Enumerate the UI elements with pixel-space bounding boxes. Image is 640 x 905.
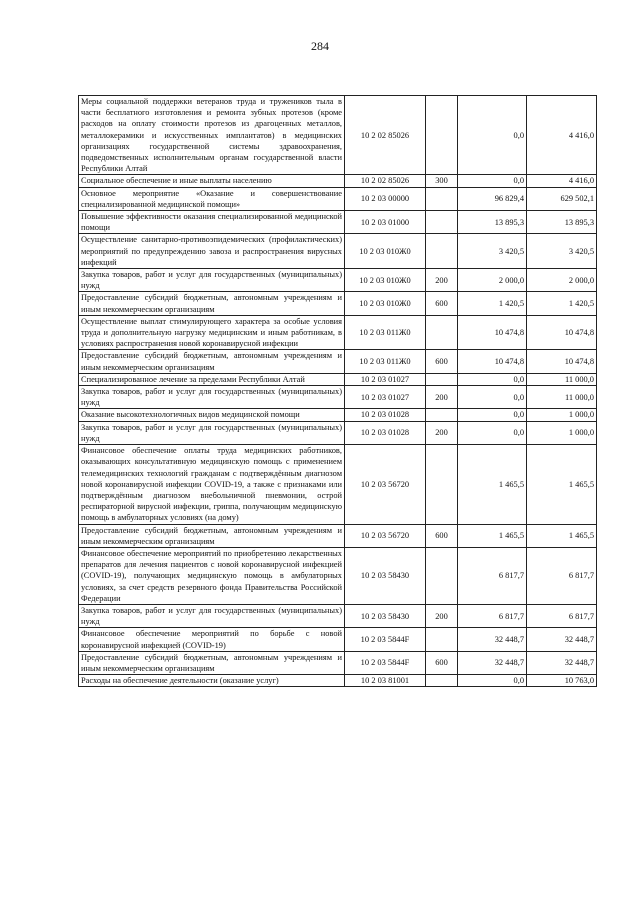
row-name-cell: Закупка товаров, работ и услуг для государственных (муниципальных) нужд [79,386,345,409]
table-row [79,547,597,604]
row-code-cell: 10 2 03 56720 [345,445,426,524]
row-amount-2-cell: 1 465,5 [527,445,597,524]
table-row [79,675,597,687]
row-code-cell: 10 2 03 5844F [345,651,426,674]
row-name-cell: Предоставление субсидий бюджетным, автономным учреждениям и иным некоммерческим организациям [79,651,345,674]
row-amount-2-cell: 10 474,8 [527,315,597,350]
row-expense-type-cell [426,315,458,350]
row-amount-1-cell: 10 474,8 [458,350,527,373]
row-amount-1-cell: 32 448,7 [458,628,527,651]
row-amount-2-cell: 11 000,0 [527,373,597,385]
row-amount-1-cell: 0,0 [458,96,527,175]
table-row [79,421,597,444]
row-amount-1-cell: 0,0 [458,175,527,187]
row-code-cell: 10 2 03 010Ж0 [345,234,426,269]
row-expense-type-cell: 600 [426,524,458,547]
row-expense-type-cell [426,96,458,175]
row-code-cell: 10 2 03 010Ж0 [345,292,426,315]
row-code-cell: 10 2 03 00000 [345,187,426,210]
row-name-cell: Оказание высокотехнологичных видов медицинской помощи [79,409,345,421]
row-expense-type-cell: 600 [426,350,458,373]
row-expense-type-cell [426,547,458,604]
row-code-cell: 10 2 03 58430 [345,604,426,627]
row-amount-1-cell: 0,0 [458,421,527,444]
page-number: 284 [311,39,329,53]
row-amount-2-cell: 6 817,7 [527,547,597,604]
row-code-cell: 10 2 02 85026 [345,96,426,175]
budget-table-body [79,96,597,687]
row-amount-2-cell: 32 448,7 [527,628,597,651]
row-name-cell: Закупка товаров, работ и услуг для государственных (муниципальных) нужд [79,421,345,444]
row-name-cell: Закупка товаров, работ и услуг для государственных (муниципальных) нужд [79,604,345,627]
table-row [79,269,597,292]
row-expense-type-cell: 200 [426,604,458,627]
table-row [79,211,597,234]
row-name-cell: Финансовое обеспечение оплаты труда медицинских работников, оказывающих консультативную медицинскую помощь с применением телемедицинских технологий гражданам с подтверждённым диагнозом новой коронавирусной инфекции COVID-19, а также с признаками или подтверждённым диагнозом внебольничной пневмонии, острой респираторной вирусной инфекции, гриппа, получающим медицинскую помощь в амбулаторных условиях (на дому) [79,445,345,524]
table-row [79,175,597,187]
row-amount-1-cell: 1 465,5 [458,524,527,547]
row-amount-1-cell: 6 817,7 [458,547,527,604]
row-name-cell: Закупка товаров, работ и услуг для государственных (муниципальных) нужд [79,269,345,292]
row-amount-2-cell: 32 448,7 [527,651,597,674]
row-amount-1-cell: 0,0 [458,675,527,687]
row-code-cell: 10 2 03 010Ж0 [345,269,426,292]
row-expense-type-cell [426,373,458,385]
row-amount-1-cell: 1 465,5 [458,445,527,524]
table-row [79,96,597,175]
row-code-cell: 10 2 03 81001 [345,675,426,687]
row-amount-2-cell: 13 895,3 [527,211,597,234]
table-row [79,445,597,524]
row-expense-type-cell [426,445,458,524]
row-name-cell: Социальное обеспечение и иные выплаты населению [79,175,345,187]
row-amount-2-cell: 1 420,5 [527,292,597,315]
table-row [79,628,597,651]
row-name-cell: Меры социальной поддержки ветеранов труда и тружеников тыла в части бесплатного изготовления и ремонта зубных протезов (кроме расходов на оплату стоимости протезов из драгоценных металлов, металлокерамики и искусственных имплантатов) в медицинских организациях государственной системы здравоохранения, подведомственных исполнительным органам государственной власти Республики Алтай [79,96,345,175]
row-amount-2-cell: 6 817,7 [527,604,597,627]
row-amount-2-cell: 11 000,0 [527,386,597,409]
row-code-cell: 10 2 03 5844F [345,628,426,651]
table-row [79,292,597,315]
row-amount-1-cell: 0,0 [458,386,527,409]
row-name-cell: Специализированное лечение за пределами Республики Алтай [79,373,345,385]
row-name-cell: Финансовое обеспечение мероприятий по приобретению лекарственных препаратов для лечения пациентов с новой коронавирусной инфекцией (COVID-19), получающих медицинскую помощь в амбулаторных условиях, за счет средств резервного фонда Правительства Российской Федерации [79,547,345,604]
row-name-cell: Повышение эффективности оказания специализированной медицинской помощи [79,211,345,234]
row-expense-type-cell [426,211,458,234]
row-expense-type-cell [426,628,458,651]
row-code-cell: 10 2 03 01028 [345,409,426,421]
row-code-cell: 10 2 02 85026 [345,175,426,187]
row-expense-type-cell: 600 [426,651,458,674]
row-expense-type-cell: 200 [426,269,458,292]
row-amount-2-cell: 4 416,0 [527,175,597,187]
row-amount-1-cell: 0,0 [458,373,527,385]
row-name-cell: Предоставление субсидий бюджетным, автономным учреждениям и иным некоммерческим организациям [79,292,345,315]
table-row [79,315,597,350]
row-amount-2-cell: 1 000,0 [527,421,597,444]
row-amount-1-cell: 10 474,8 [458,315,527,350]
table-row [79,187,597,210]
row-expense-type-cell [426,675,458,687]
row-code-cell: 10 2 03 01027 [345,386,426,409]
row-code-cell: 10 2 03 58430 [345,547,426,604]
budget-table [78,95,597,687]
row-expense-type-cell: 600 [426,292,458,315]
row-code-cell: 10 2 03 011Ж0 [345,315,426,350]
row-name-cell: Осуществление санитарно-противоэпидемических (профилактических) мероприятий по предупреждению завоза и распространения вирусных инфекций [79,234,345,269]
row-amount-1-cell: 3 420,5 [458,234,527,269]
row-name-cell: Расходы на обеспечение деятельности (оказание услуг) [79,675,345,687]
row-name-cell: Финансовое обеспечение мероприятий по борьбе с новой коронавирусной инфекцией (COVID-19) [79,628,345,651]
row-expense-type-cell: 200 [426,421,458,444]
row-code-cell: 10 2 03 011Ж0 [345,350,426,373]
row-code-cell: 10 2 03 01027 [345,373,426,385]
row-amount-1-cell: 32 448,7 [458,651,527,674]
row-amount-2-cell: 1 000,0 [527,409,597,421]
row-amount-1-cell: 2 000,0 [458,269,527,292]
row-amount-2-cell: 629 502,1 [527,187,597,210]
table-row [79,604,597,627]
row-expense-type-cell [426,234,458,269]
table-row [79,409,597,421]
row-expense-type-cell [426,187,458,210]
row-name-cell: Основное мероприятие «Оказание и совершенствование специализированной медицинской помощи» [79,187,345,210]
row-name-cell: Осуществление выплат стимулирующего характера за особые условия труда и дополнительную нагрузку медицинским и иным работникам, в условиях распространения новой коронавирусной инфекции [79,315,345,350]
row-code-cell: 10 2 03 01028 [345,421,426,444]
row-amount-2-cell: 1 465,5 [527,524,597,547]
row-amount-1-cell: 6 817,7 [458,604,527,627]
row-code-cell: 10 2 03 56720 [345,524,426,547]
row-amount-1-cell: 13 895,3 [458,211,527,234]
table-row [79,350,597,373]
row-amount-1-cell: 1 420,5 [458,292,527,315]
table-row [79,386,597,409]
row-name-cell: Предоставление субсидий бюджетным, автономным учреждениям и иным некоммерческим организациям [79,524,345,547]
row-amount-2-cell: 3 420,5 [527,234,597,269]
row-expense-type-cell: 300 [426,175,458,187]
row-expense-type-cell [426,409,458,421]
row-amount-2-cell: 10 474,8 [527,350,597,373]
row-amount-2-cell: 10 763,0 [527,675,597,687]
table-row [79,651,597,674]
row-amount-2-cell: 2 000,0 [527,269,597,292]
table-row [79,373,597,385]
row-expense-type-cell: 200 [426,386,458,409]
table-row [79,524,597,547]
row-amount-2-cell: 4 416,0 [527,96,597,175]
row-amount-1-cell: 96 829,4 [458,187,527,210]
row-code-cell: 10 2 03 01000 [345,211,426,234]
table-row [79,234,597,269]
row-amount-1-cell: 0,0 [458,409,527,421]
row-name-cell: Предоставление субсидий бюджетным, автономным учреждениям и иным некоммерческим организациям [79,350,345,373]
